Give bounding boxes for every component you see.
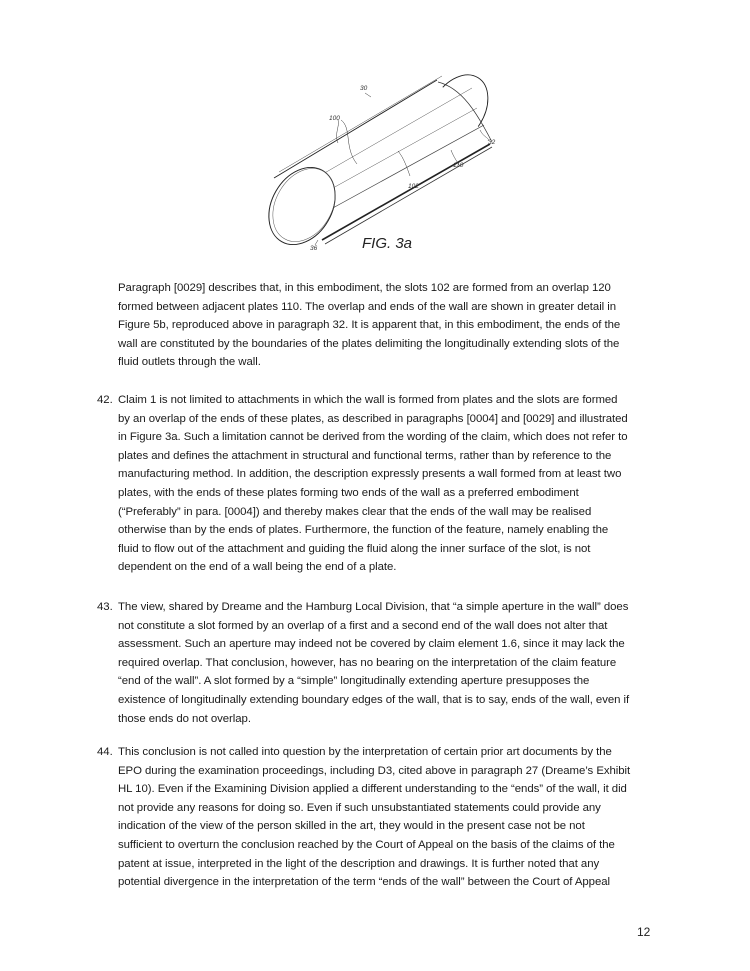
intro-paragraph xyxy=(118,279,656,372)
text-line: assessment. Such an aperture may indeed not be covered by claim element 1.6, since it may lack the xyxy=(118,638,625,651)
text-line: This conclusion is not called into question by the interpretation of certain prior art documents by the xyxy=(118,746,612,758)
page-number: 12 xyxy=(637,925,651,939)
text-line: patent at issue, interpreted in the light of the description and drawings. It is further noted that any xyxy=(118,857,600,870)
text-line: Paragraph [0029] describes that, in this embodiment, the slots 102 are formed from an overlap 120 xyxy=(118,282,611,294)
text-line: indication of the view of the person skilled in the art, they would in the present case not be not xyxy=(118,820,585,833)
text-line: existence of longitudinally extending boundary edges of the wall, that is to say, ends of the wall, even if xyxy=(118,693,630,706)
text-line: EPO during the examination proceedings, including D3, cited above in paragraph 27 (Dreame’s Exhibit xyxy=(118,764,631,777)
paragraph-body xyxy=(118,598,657,728)
paragraph-number: 43. xyxy=(97,601,113,613)
ref-36: 36 xyxy=(310,245,318,252)
text-line: manufacturing method. In addition, the description expressly presents a wall formed from at least two xyxy=(118,468,622,481)
text-line: by an overlap of the ends of these plates, as described in paragraphs [0004] and [0029] and illustrated xyxy=(118,412,628,425)
text-line: The view, shared by Dreame and the Hamburg Local Division, that “a simple aperture in the wall” does xyxy=(118,601,629,613)
cylinder-drawing xyxy=(262,68,512,260)
paragraph-43 xyxy=(97,598,657,728)
paragraph-42 xyxy=(97,391,657,577)
text-line: formed between adjacent plates 110. The overlap and ends of the wall are shown in greater detail in xyxy=(118,300,617,313)
ref-102: 102 xyxy=(408,183,419,190)
text-line: (“Preferably” in para. [0004]) and thereby makes clear that the ends of the wall may be realised xyxy=(118,505,592,518)
text-line: fluid to flow out of the attachment and guiding the fluid along the inner surface of the slot, is not xyxy=(118,542,591,555)
figure-caption: FIG. 3a xyxy=(362,235,413,252)
paragraph-44 xyxy=(97,743,657,892)
text-line: potential divergence in the interpretation of the term “ends of the wall” between the Court of Appeal xyxy=(118,876,611,889)
text-line: not provide any reasons for doing so. Even if such unsubstantiated statements could provide any xyxy=(118,801,601,814)
ref-110: 110 xyxy=(453,162,464,169)
text-line: plates and defines the attachment in structural and functional terms, rather than by reference to the xyxy=(118,449,612,462)
text-line: wall are constituted by the boundaries of the plates delimiting the longitudinally extending slots of the xyxy=(118,337,620,350)
text-line: otherwise than by the ends of plates. Furthermore, the function of the feature, namely enabling the xyxy=(118,524,609,537)
ref-100: 100 xyxy=(329,115,340,122)
text-line: dependent on the end of a wall being the end of a plate. xyxy=(118,561,397,574)
text-line: not constitute a slot formed by an overlap of a first and a second end of the wall does not alter that xyxy=(118,619,608,632)
ref-30: 30 xyxy=(360,85,368,92)
text-line: in Figure 3a. Such a limitation cannot be derived from the wording of the claim, which does not refer to xyxy=(118,431,628,444)
paragraph-number: 42. xyxy=(97,394,113,406)
text-line: fluid outlets through the wall. xyxy=(118,356,261,369)
text-line: plates, with the ends of these plates forming two ends of the wall as a preferred embodiment xyxy=(118,486,579,499)
text-line: required overlap. That conclusion, however, has no bearing on the interpretation of the claim feature xyxy=(118,656,617,669)
paragraph-number: 44. xyxy=(97,746,113,758)
text-line: Claim 1 is not limited to attachments in which the wall is formed from plates and the slots are formed xyxy=(118,394,618,406)
ref-32: 32 xyxy=(488,139,496,146)
text-line: “end of the wall”. A slot formed by a “simple” longitudinally extending aperture presupposes the xyxy=(118,675,590,688)
paragraph-body xyxy=(118,391,657,577)
text-line: those ends do not overlap. xyxy=(118,712,251,725)
patent-figure-3a xyxy=(262,68,512,260)
text-line: Figure 5b, reproduced above in paragraph 32. It is apparent that, in this embodiment, the ends of the xyxy=(118,319,621,332)
text-line: sufficient to overturn the conclusion reached by the Court of Appeal on the basis of the claims of the xyxy=(118,838,615,851)
text-line: HL 10). Even if the Examining Division applied a different understanding to the “ends” of the wall, it did xyxy=(118,783,627,796)
paragraph-body xyxy=(118,743,657,892)
